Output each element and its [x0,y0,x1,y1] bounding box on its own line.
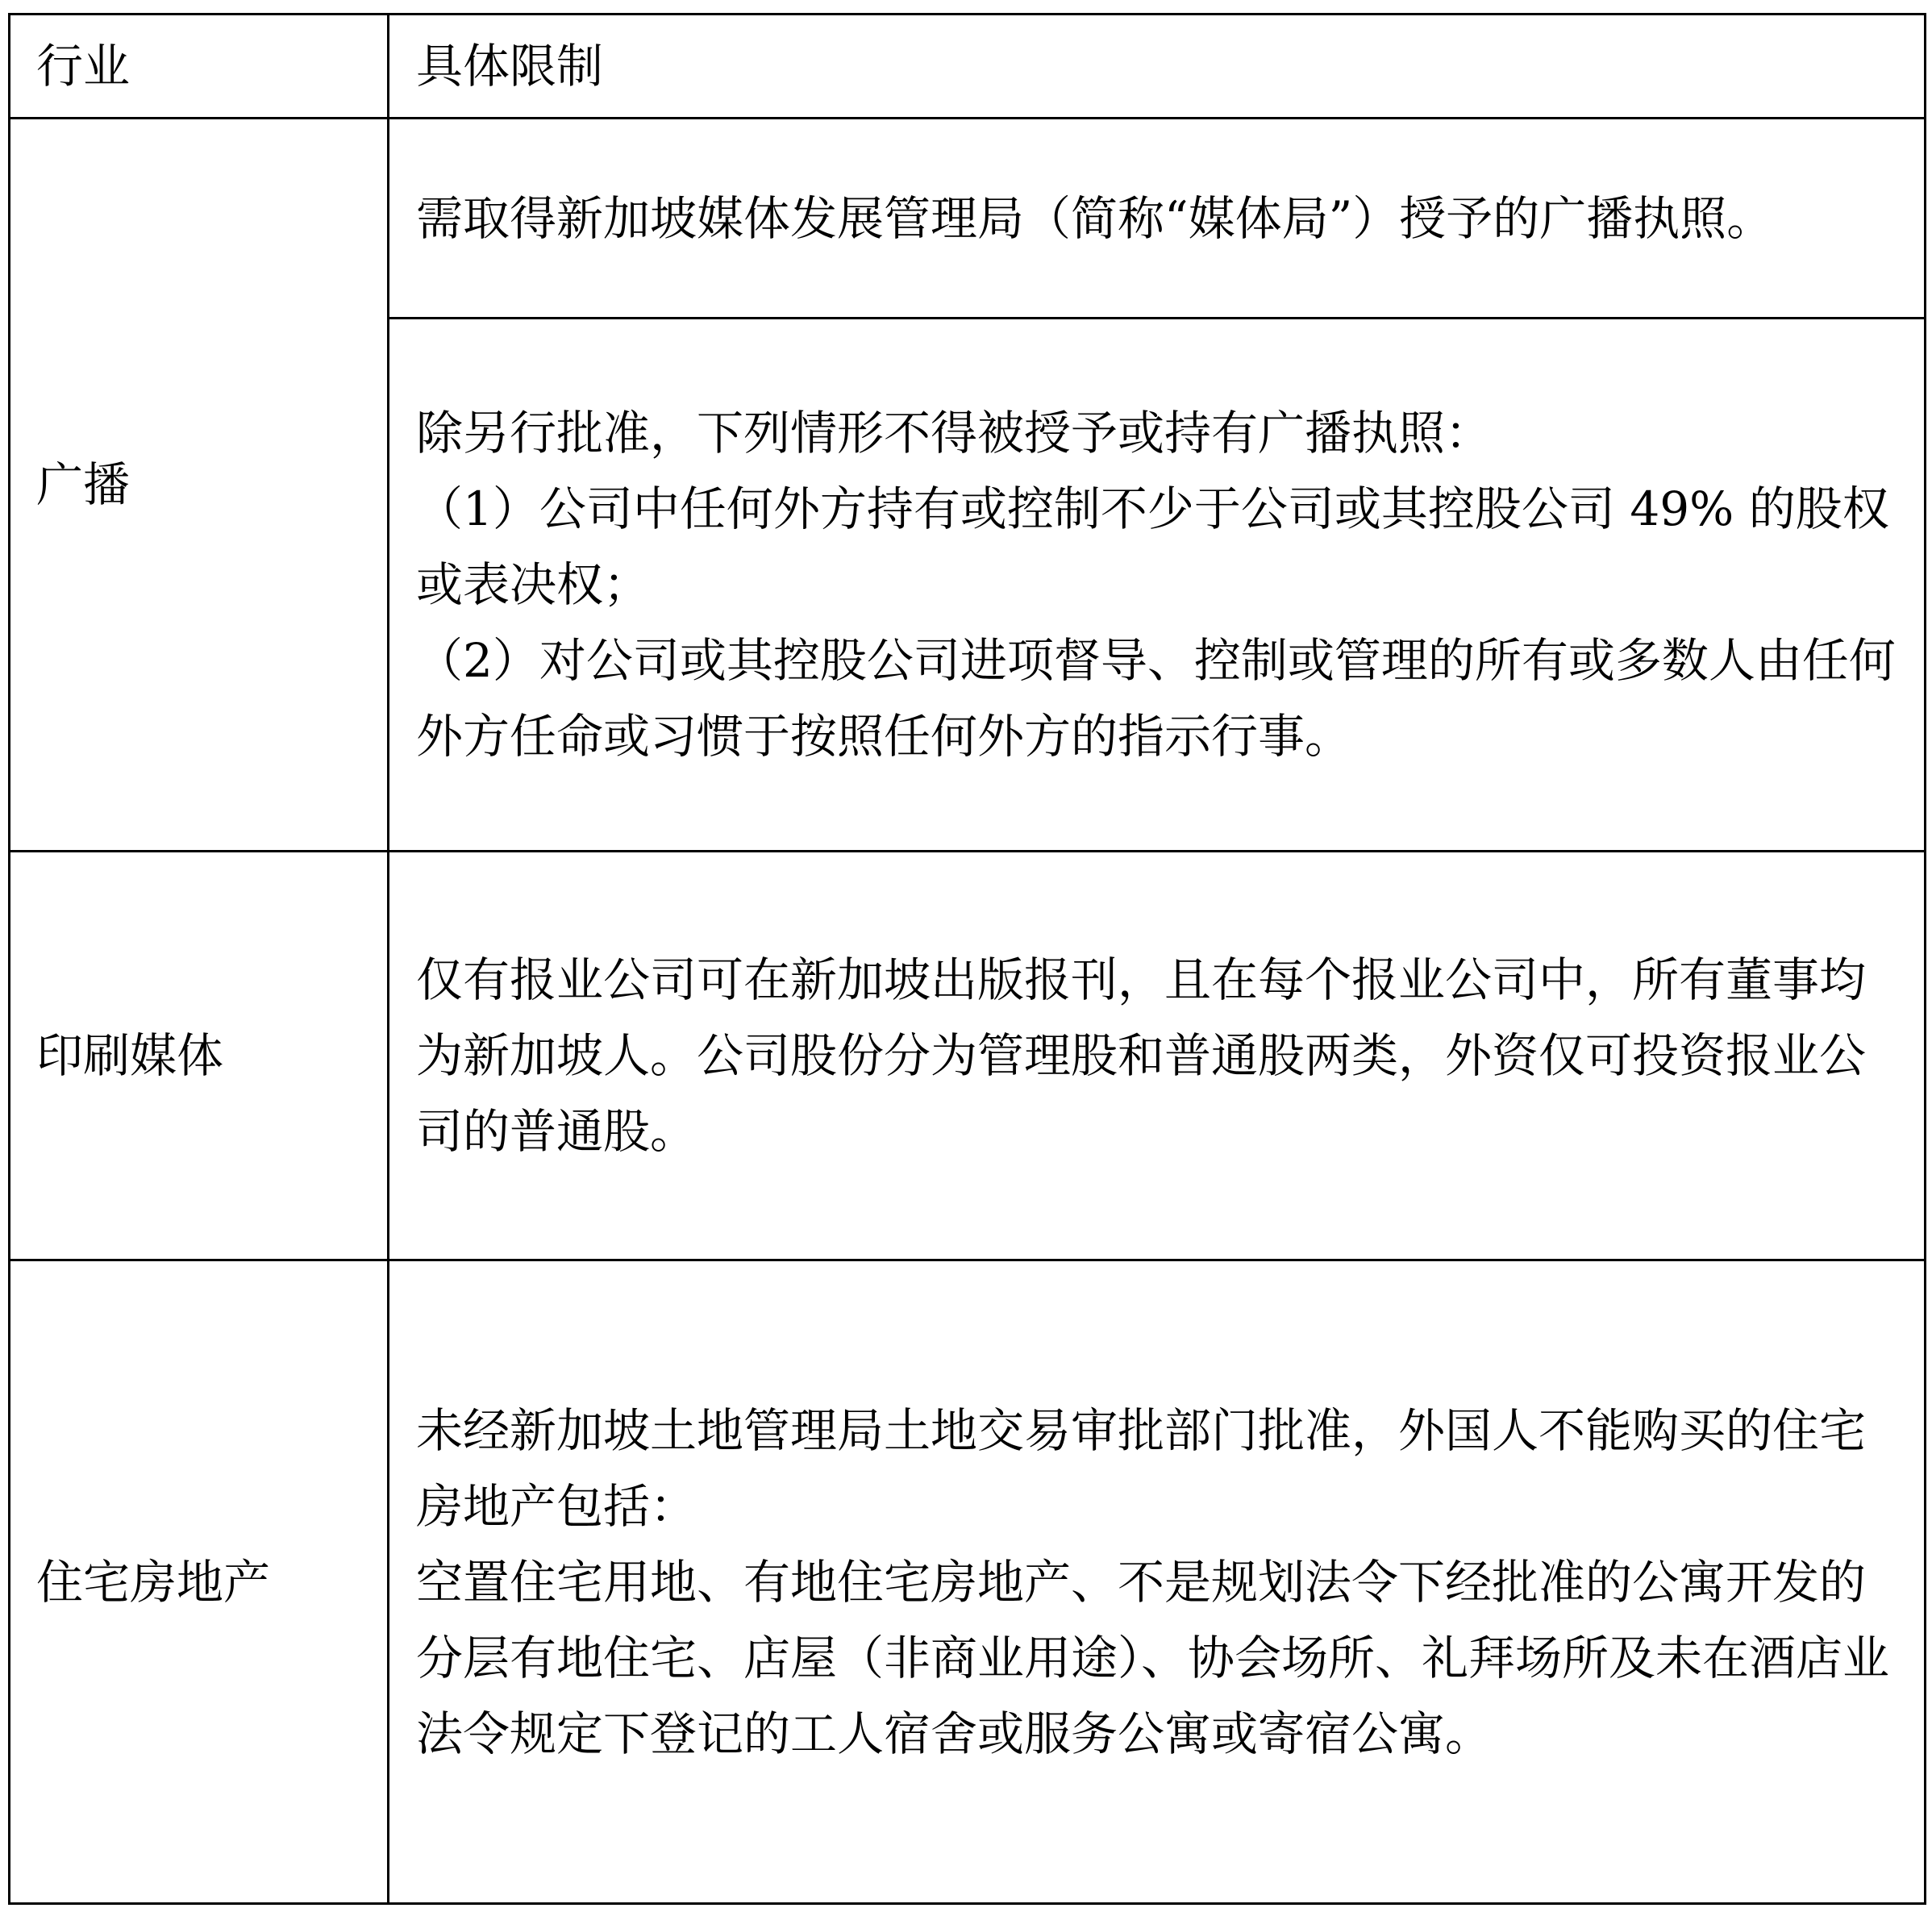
restriction-line: 除另行批准，下列情形不得被授予或持有广播执照： [416,406,1493,460]
restriction-cell-broadcast-license [389,119,1926,319]
industry-cell-residential-property: 住宅房地产 [10,1260,389,1904]
table-row [10,1260,1926,1904]
restriction-cell-residential-property [389,1260,1926,1904]
table-row [10,119,1926,319]
restriction-line: 仅有报业公司可在新加坡出版报刊，且在每个报业公司中，所有董事均为新加坡人。公司股份分为管理股和普通股两类，外资仅可投资报业公司的普通股。 [416,952,1867,1159]
table-row [10,852,1926,1260]
header-row [10,15,1926,119]
restriction-cell-print-media [389,852,1926,1260]
restriction-line: （2）对公司或其控股公司进项督导、控制或管理的所有或多数人由任何外方任命或习惯于按照任何外方的指示行事。 [416,633,1896,764]
restrictions-table [8,13,1926,1905]
restriction-line: 未经新加坡土地管理局土地交易审批部门批准，外国人不能购买的住宅房地产包括： [416,1402,1867,1534]
restriction-line: 需取得新加坡媒体发展管理局（简称“媒体局”）授予的广播执照。 [416,190,1774,246]
header-industry: 行业 [10,15,389,119]
industry-cell-print-media: 印刷媒体 [10,852,389,1260]
restriction-line: （1）公司中任何外方持有或控制不少于公司或其控股公司 49% 的股权或表决权； [416,481,1889,612]
restriction-line: 空置住宅用地、有地住宅房地产、不是规划法令下经批准的公寓开发的分层有地住宅、店屋（非商业用途）、协会场所、礼拜场所及未在酒店业法令规定下登记的工人宿舍或服务公寓或寄宿公寓。 [416,1554,1890,1761]
industry-cell-broadcast: 广播 [10,119,389,852]
restriction-cell-broadcast-conditions [389,319,1926,852]
header-restriction: 具体限制 [389,15,1926,119]
